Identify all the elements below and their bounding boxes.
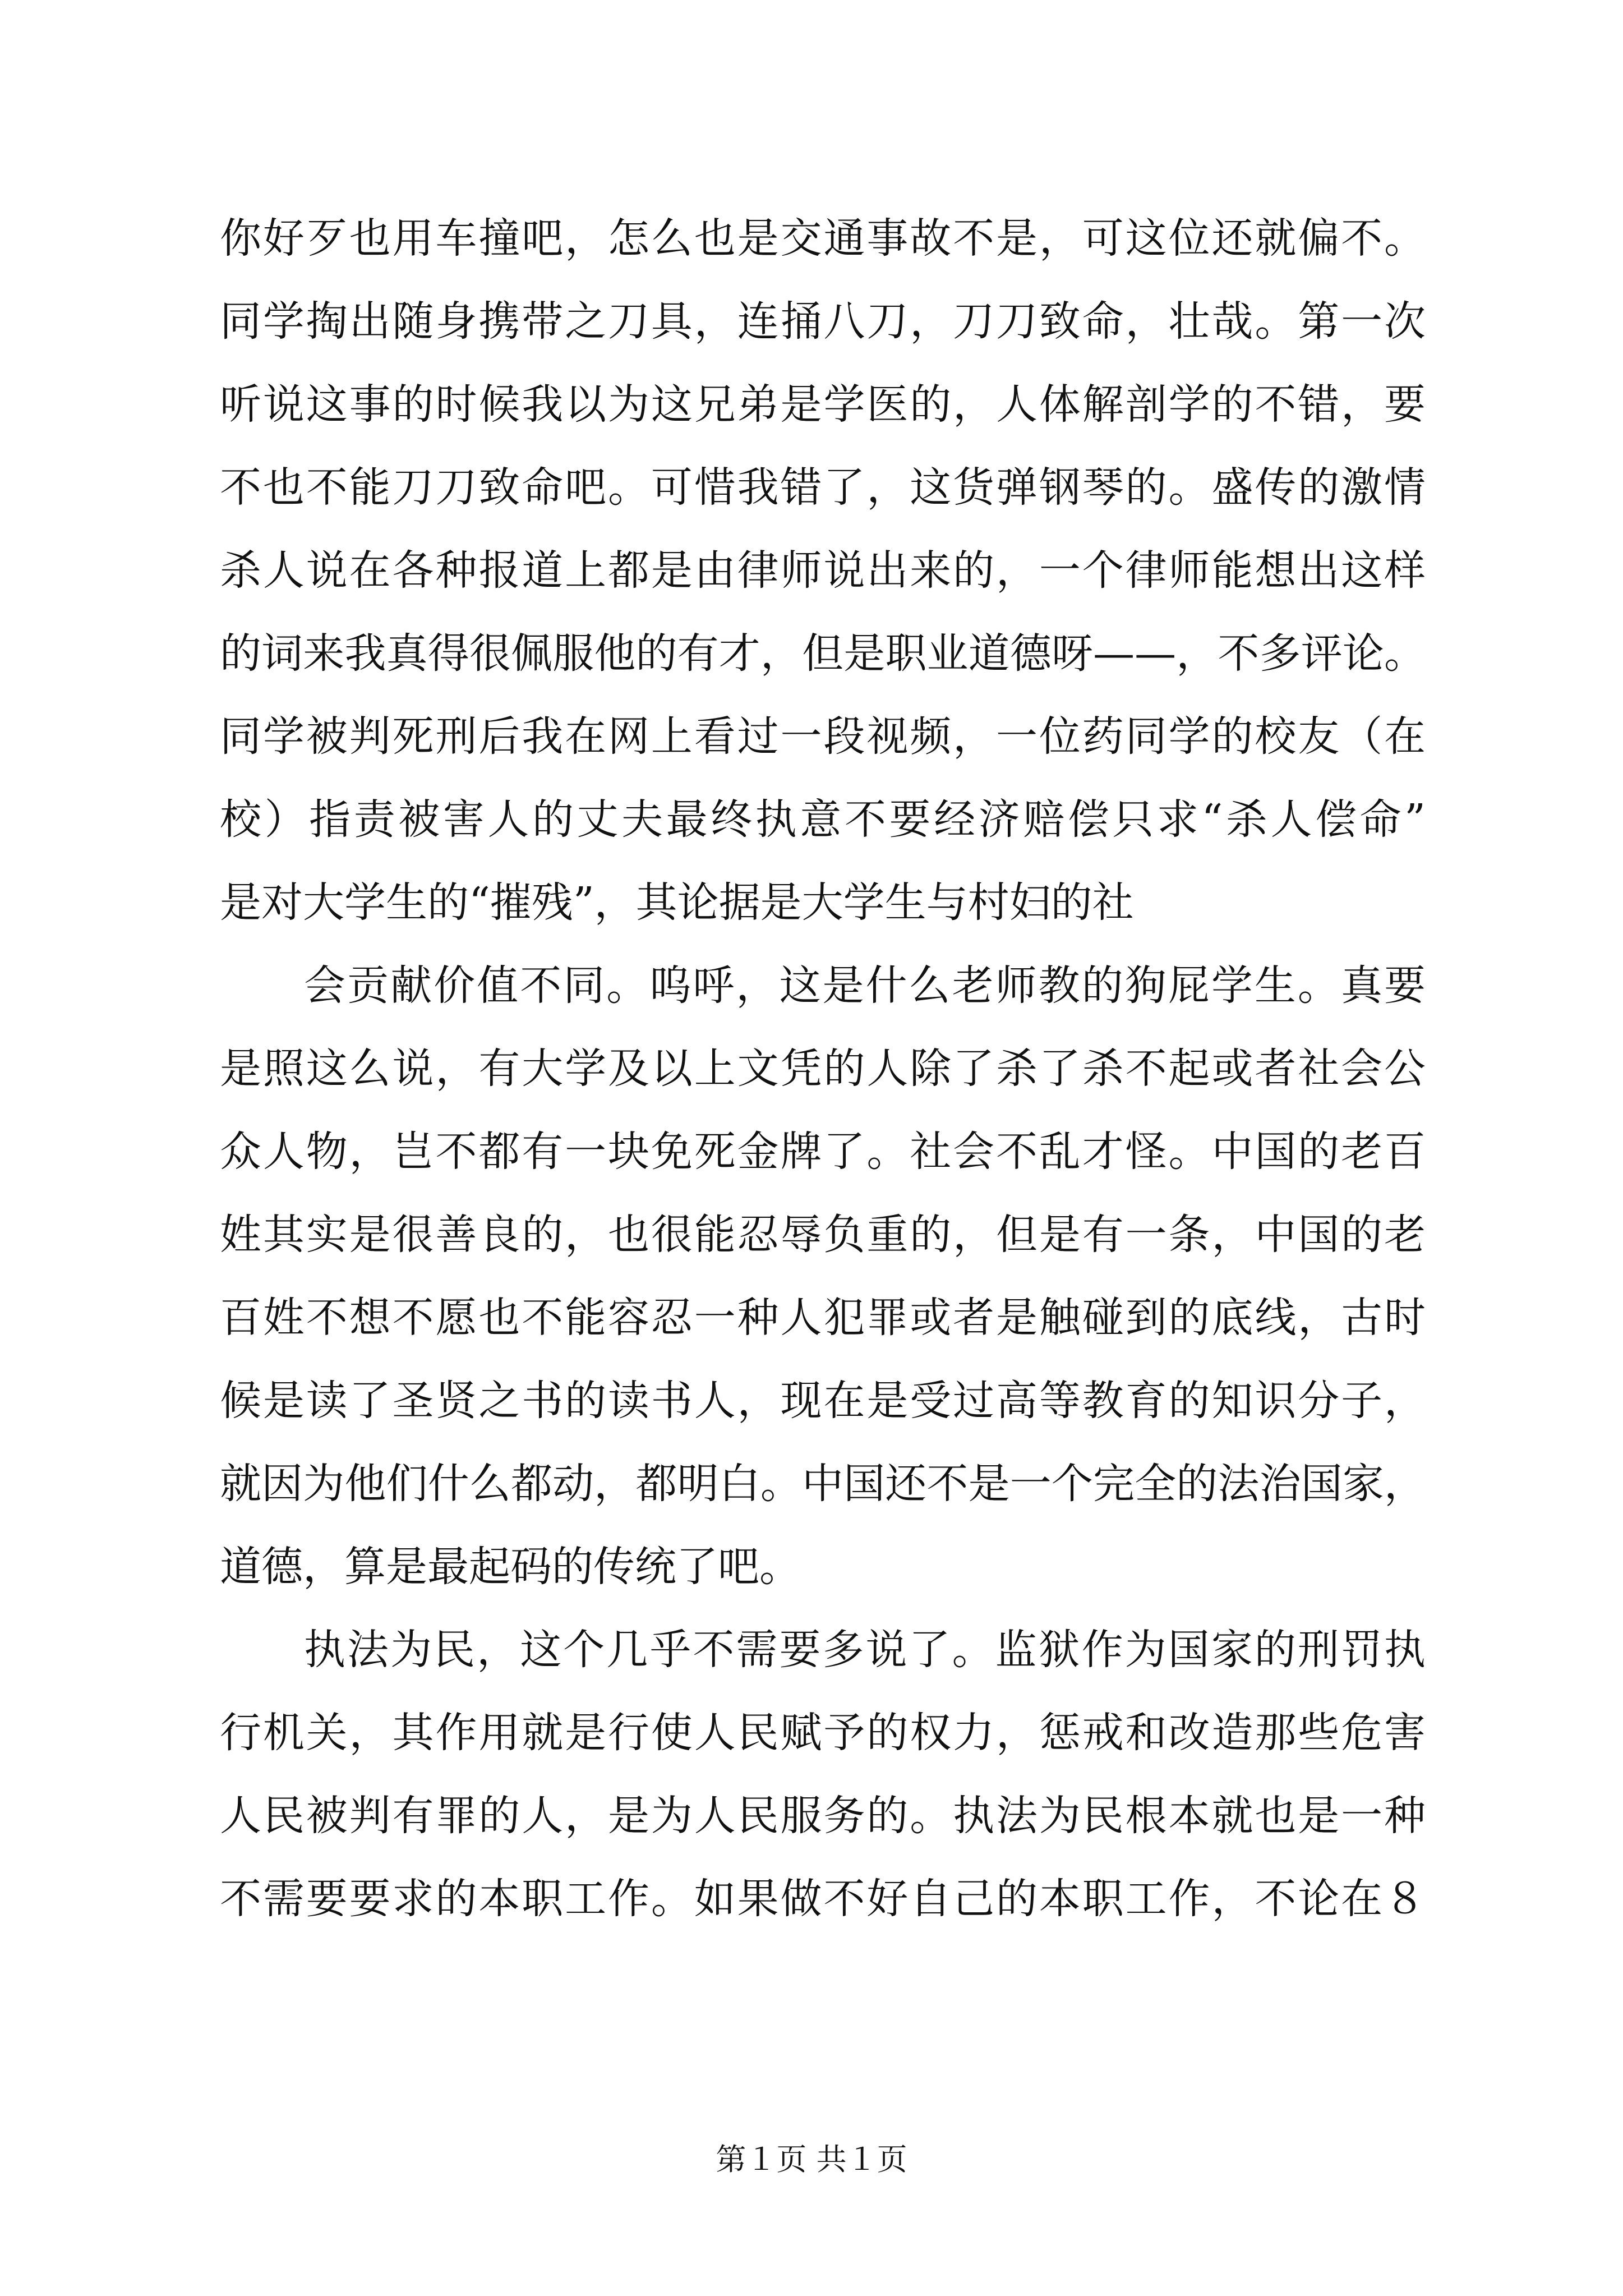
text-line: 你好歹也用车撞吧，怎么也是交通事故不是，可这位还就偏不。 (220, 214, 1426, 263)
text-line: 是照这么说，有大学及以上文凭的人除了杀了杀不起或者社会公 (220, 1045, 1426, 1093)
text-line: 就因为他们什么都动，都明白。中国还不是一个完全的法治国家， (220, 1460, 1426, 1508)
text-line: 人民被判有罪的人，是为人民服务的。执法为民根本就也是一种 (220, 1792, 1426, 1840)
text-line: 校）指责被害人的丈夫最终执意不要经济赔偿只求“杀人偿命” (220, 795, 1426, 844)
text-line: 不需要要求的本职工作。如果做不好自己的本职工作，不论在８ (220, 1875, 1426, 1923)
text-line: 行机关，其作用就是行使人民赋予的权力，惩戒和改造那些危害 (220, 1709, 1426, 1757)
text-line: 杀人说在各种报道上都是由律师说出来的，一个律师能想出这样 (220, 546, 1426, 595)
text-line: 听说这事的时候我以为这兄弟是学医的，人体解剖学的不错，要 (220, 380, 1426, 429)
text-line: 不也不能刀刀致命吧。可惜我错了，这货弹钢琴的。盛传的激情 (220, 463, 1426, 512)
text-line: 百姓不想不愿也不能容忍一种人犯罪或者是触碰到的底线，古时 (220, 1294, 1426, 1342)
text-line: 是对大学生的“摧残”，其论据是大学生与村妇的社 (220, 878, 1134, 927)
text-line: 同学被判死刑后我在网上看过一段视频，一位药同学的校友（在 (220, 712, 1426, 761)
text-line: 姓其实是很善良的，也很能忍辱负重的，但是有一条，中国的老 (220, 1211, 1426, 1259)
text-line: 同学掏出随身携带之刀具，连捅八刀，刀刀致命，壮哉。第一次 (220, 297, 1426, 346)
paragraph-first-line: 执法为民，这个几乎不需要多说了。监狱作为国家的刑罚执 (304, 1626, 1426, 1674)
text-line: 的词来我真得很佩服他的有才，但是职业道德呀——，不多评论。 (220, 629, 1426, 678)
text-line: 候是读了圣贤之书的读书人，现在是受过高等教育的知识分子， (220, 1377, 1426, 1425)
paragraph-first-line: 会贡献价值不同。呜呼，这是什么老师教的狗屁学生。真要 (304, 961, 1426, 1010)
text-line: 众人物，岂不都有一块免死金牌了。社会不乱才怪。中国的老百 (220, 1128, 1426, 1176)
page-footer: 第１页 共１页 (716, 2142, 907, 2177)
text-line: 道德，算是最起码的传统了吧。 (220, 1543, 801, 1591)
